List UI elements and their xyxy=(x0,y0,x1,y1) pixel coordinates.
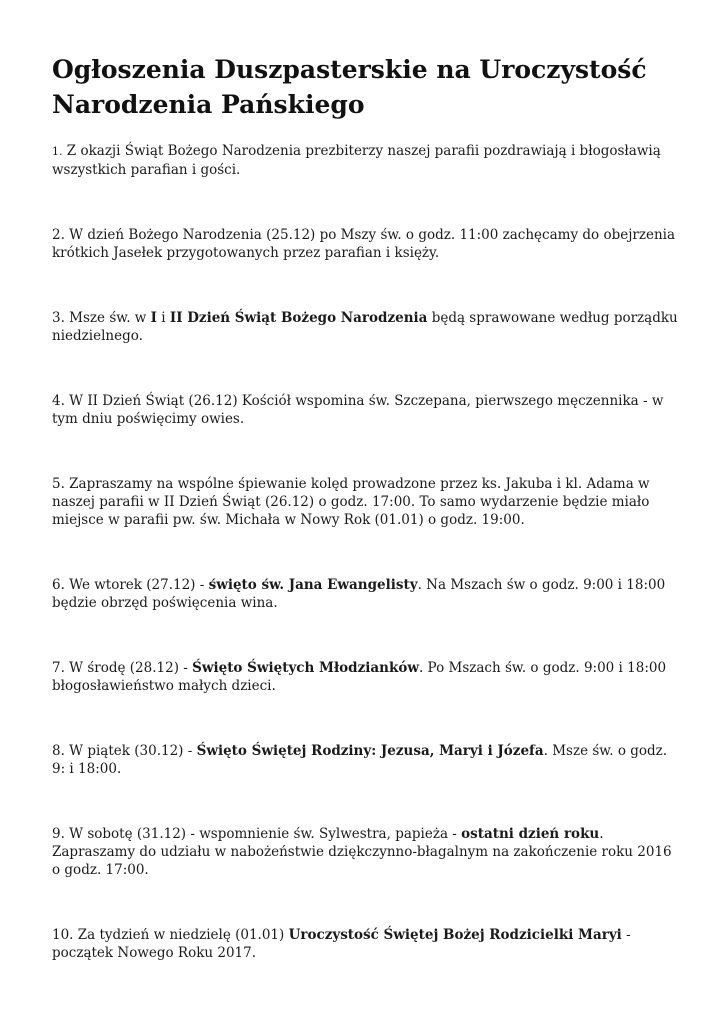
announcement-text: W środę (28.12) - xyxy=(64,660,193,676)
announcement-item xyxy=(52,576,682,612)
announcement-emphasis: I xyxy=(150,310,157,326)
announcement-item xyxy=(52,659,682,695)
page-title: Ogłoszenia Duszpasterskie na Uroczystość Narodzenia Pańskiego xyxy=(52,55,647,119)
document-page xyxy=(52,52,682,962)
announcement-number: 7. xyxy=(52,660,65,676)
announcement-emphasis: Święto Świętej Rodziny: Jezusa, Maryi i Józefa xyxy=(196,743,544,759)
announcement-number: 5. xyxy=(52,476,65,492)
announcement-number: 8. xyxy=(52,743,65,759)
announcements-list xyxy=(52,142,682,962)
announcement-item xyxy=(52,926,682,962)
announcement-text: . Zapraszamy do udziału w nabożeństwie dziękczynno-błagalnym na zakończenie roku 2016 o godz. 17:00. xyxy=(52,826,672,878)
announcement-item xyxy=(52,392,682,428)
announcement-item xyxy=(52,142,682,179)
announcement-text: i xyxy=(156,310,170,326)
announcement-text: W piątek (30.12) - xyxy=(64,743,197,759)
announcement-emphasis: II Dzień Świąt Bożego Narodzenia xyxy=(169,310,428,326)
announcement-text: W sobotę (31.12) - wspomnienie św. Sylwestra, papieża - xyxy=(64,826,462,842)
announcement-text: We wtorek (27.12) - xyxy=(64,577,209,593)
announcement-item xyxy=(52,309,682,345)
announcement-emphasis: ostatni dzień roku xyxy=(461,826,600,842)
announcement-number: 9. xyxy=(52,826,65,842)
announcement-item xyxy=(52,742,682,778)
announcement-item xyxy=(52,226,682,262)
announcement-text: Zapraszamy na wspólne śpiewanie kolęd prowadzone przez ks. Jakuba i kl. Adama w naszej parafii w II Dzień Świąt (26.12) o godz. 17:00. To samo wydarzenie będzie miało miejsce w parafii pw. św. Michała w Nowy Rok (01.01) o godz. 19:00. xyxy=(52,476,650,528)
announcement-item xyxy=(52,475,682,529)
announcement-number: 10. xyxy=(52,927,74,943)
announcement-number: 6. xyxy=(52,577,65,593)
announcement-text: W dzień Bożego Narodzenia (25.12) po Mszy św. o godz. 11:00 zachęcamy do obejrzenia krótkich Jasełek przygotowanych przez parafian i księży. xyxy=(52,227,676,261)
announcement-text: Msze św. w xyxy=(64,310,151,326)
announcement-text: Z okazji Świąt Bożego Narodzenia prezbiterzy naszej parafii pozdrawiają i błogosławią wszystkich parafian i gości. xyxy=(52,143,661,178)
announcement-item xyxy=(52,825,682,879)
announcement-text: będą sprawowane według porządku niedzielnego. xyxy=(52,310,678,344)
announcement-text: Za tydzień w niedzielę (01.01) xyxy=(73,927,289,943)
announcement-emphasis: Święto Świętych Młodzianków xyxy=(192,660,419,676)
announcement-text: . Po Mszach św. o godz. 9:00 i 18:00 błogosławieństwo małych dzieci. xyxy=(52,660,667,694)
announcement-number: 1. xyxy=(52,145,63,158)
announcement-text: - początek Nowego Roku 2017. xyxy=(52,927,631,961)
announcement-text: W II Dzień Świąt (26.12) Kościół wspomina św. Szczepana, pierwszego męczennika - w tym dniu poświęcimy owies. xyxy=(52,393,664,427)
announcement-number: 4. xyxy=(52,393,65,409)
announcement-number: 2. xyxy=(52,227,65,243)
announcement-number: 3. xyxy=(52,310,65,326)
announcement-text: . Msze św. o godz. 9: i 18:00. xyxy=(52,743,668,777)
announcement-text: . Na Mszach św o godz. 9:00 i 18:00 będzie obrzęd poświęcenia wina. xyxy=(52,577,666,611)
announcement-emphasis: Uroczystość Świętej Bożej Rodzicielki Maryi xyxy=(288,927,622,943)
announcement-emphasis: święto św. Jana Ewangelisty xyxy=(208,577,418,593)
